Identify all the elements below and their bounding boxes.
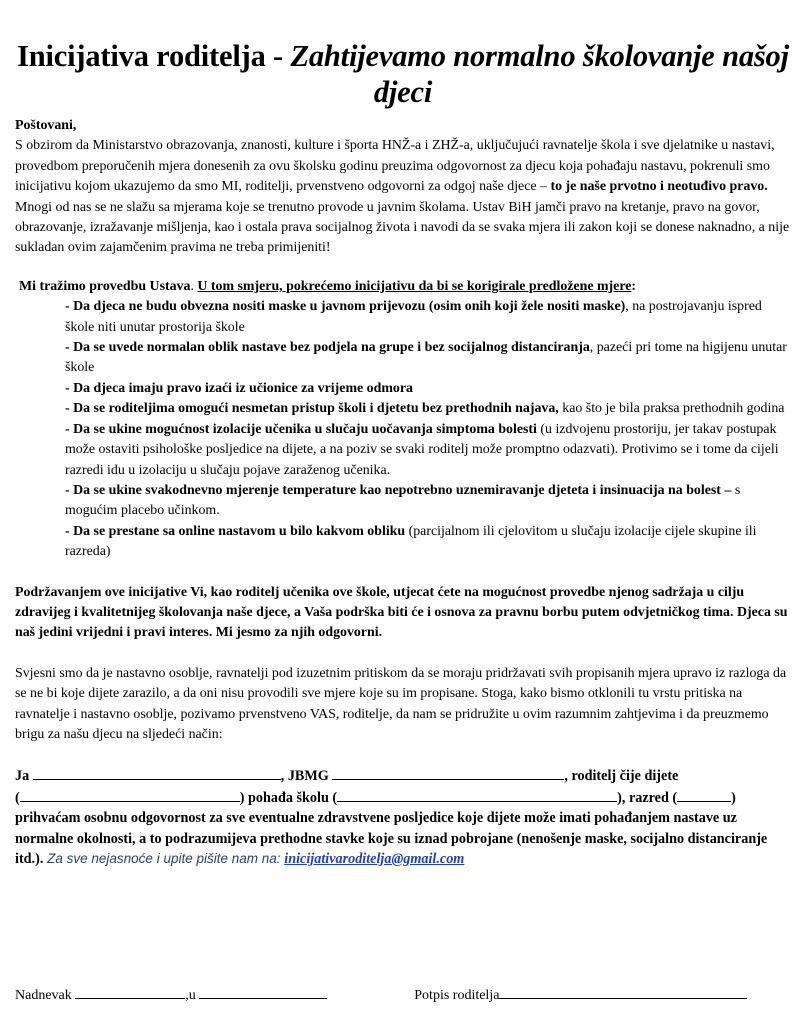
intro-paragraph-1 [15, 136, 791, 197]
form-accept-text: prihvaćam osobnu odgovornost za sve eventualne zdravstvene posljedice koje dijete može imati pohađanjem nastave uz normalne okolnosti, a to podrazumijeva prethodne stavke koje su iznad pobrojane (nenošenje maske, socijalno distanciranje itd.). [15, 810, 768, 867]
demand-item [65, 399, 791, 419]
intro-bold: to je naše prvotno i neotuđivo pravo. [550, 179, 768, 195]
demand-heading-bold: Mi tražimo provedbu Ustava [19, 278, 191, 294]
demand-rest: (parcijalnom ili cjelovitom u slučaju izolacije cijele skupine ili razreda) [65, 523, 757, 560]
contact-text: Za sve nejasnoće i upite pišite nam na: [43, 851, 285, 866]
form-jbmg-label: , JBMG [280, 768, 329, 785]
date-field[interactable] [75, 986, 185, 999]
signature-footer [15, 986, 791, 1004]
demand-rest: , pazeći pri tome na higijenu unutar škole [65, 340, 787, 376]
demand-bold: - Da se prestane sa online nastavom u bilo kakvom obliku [65, 523, 406, 539]
demand-item [65, 338, 791, 379]
demand-heading [15, 277, 791, 297]
demand-bold: - Da djeca ne budu obvezna nositi maske u javnom prijevozu (osim onih koji žele nositi maske) [65, 299, 626, 315]
intro-text: S obzirom da Ministarstvo obrazovanja, znanosti, kulture i športa HNŽ-a i ZHŽ-a, uključujući ravnatelje škola i sve djelatnike u nastavi, provedbom preporučenih mjera donesenih za ovu školsku godinu preuzima odgovornost za djecu koja pohađaju nastavu, pokrenuli smo inicijativu kojom ukazujemo da smo MI, roditelji, prvenstveno odgovorni za odgoj naše djece – [15, 138, 775, 195]
demand-rest: , na postrojavanju ispred škole niti unutar prostorija škole [65, 299, 762, 335]
demand-item [65, 481, 791, 522]
aware-paragraph: Svjesni smo da je nastavno osoblje, ravnatelji pod izuzetnim pritiskom da se moraju pridržavati svih propisanih mjera upravo iz razloga da se ne bi koje dijete zarazilo, a da oni nisu provodili sve mjere koje su im propisane. Stoga, kako bismo otklonili tu vrstu pritiska na ravnatelje i nastavno osoblje, pozivamo prvenstveno VAS, roditelje, da nam se pridružite u ovim razumnim zahtjevima i da preuzmemo brigu za našu djecu na sljedeći način: [15, 665, 787, 742]
email-link[interactable]: inicijativaroditelja@gmail.com [284, 851, 465, 867]
name-field[interactable] [33, 765, 281, 780]
form-pohada-label: ) pohađa školu ( [239, 789, 338, 806]
demand-rest: kao što je bila praksa prethodnih godina [558, 401, 785, 417]
demand-item [65, 297, 791, 338]
form-razred-label: ), razred ( [617, 789, 678, 806]
place-field[interactable] [199, 986, 327, 999]
signature-label: Potpis roditelja [414, 988, 500, 1003]
demand-bold: - Da se uvede normalan oblik nastave bez podjela na grupe i bez socijalnog distanciranja [65, 340, 590, 356]
form-open-paren: ( [15, 789, 20, 806]
demand-item [65, 379, 791, 399]
place-label: ,u [185, 988, 196, 1003]
jbmg-field[interactable] [332, 765, 564, 780]
form-close-paren: ) [731, 789, 736, 806]
form-ja-label: Ja [15, 768, 30, 785]
date-label: Nadnevak [15, 988, 72, 1003]
title-plain: Inicijativa roditelja - [17, 39, 291, 73]
title-italic: Zahtijevamo normalno školovanje našoj djeci [290, 39, 789, 109]
demand-item [65, 420, 791, 481]
form-line-2 [15, 787, 791, 808]
form-line-1 [15, 765, 791, 786]
demand-bold: - Da se ukine svakodnevno mjerenje temperature kao nepotrebno uznemiravanje djeteta i insinuacija na bolest – [65, 482, 732, 498]
demand-bold: - Da se ukine mogućnost izolacije učenika u slučaju uočavanja simptoma bolesti [65, 421, 537, 437]
demand-rest: s mogućim placebo učinkom. [65, 482, 741, 519]
demand-rest: (u izdvojenu prostoriju, jer takav postupak može ostaviti psihološke posljedice na dijete, a na poziv se svaki roditelj može promptno odazvati). Protivimo se i tome da cijeli razredi idu u izolaciju u slučaju pojave zaraženog učenika. [65, 421, 779, 478]
child-name-field[interactable] [20, 787, 240, 802]
demand-bold: - Da se roditeljima omogući nesmetan pristup školi i djetetu bez prethodnih najava, [65, 401, 559, 417]
consent-form [15, 765, 791, 869]
intro-paragraph-2: Mnogi od nas se ne slažu sa mjerama koje se trenutno provode u javnim školama. Ustav BiH jamči pravo na kretanje, pravo na govor, obrazovanje, izražavanje mišljenja, kao i ostala prava socijalnog života i navodi da se svaka mjera ili zakon koji se donese naknadno, a nije sukladan ovim zajamčenim pravima ne treba primijeniti! [15, 199, 790, 256]
class-field[interactable] [677, 787, 731, 802]
demand-heading-colon: : [631, 278, 637, 294]
demand-bold: - Da djeca imaju pravo izaći iz učionice za vrijeme odmora [65, 380, 413, 396]
demands-list [15, 297, 791, 562]
demand-heading-dot: . [190, 278, 198, 294]
signature-field[interactable] [499, 986, 747, 999]
demand-item [65, 522, 791, 563]
demand-heading-underlined: U tom smjeru, pokrećemo inicijativu da bi se korigirale predložene mjere [197, 278, 632, 294]
form-roditelj-label: , roditelj čije dijete [564, 768, 679, 785]
salutation: Poštovani, [15, 118, 77, 133]
document-title [15, 0, 791, 110]
form-accept [15, 808, 791, 869]
school-field[interactable] [337, 787, 617, 802]
support-paragraph: Podržavanjem ove inicijative Vi, kao roditelj učenika ove škole, utjecat ćete na mogućnost provedbe njenog sadržaja u cilju zdravijeg i kvalitetnijeg školovanja naše djece, a Vaša podrška biti će i osnova za pravnu borbu putem odvjetničkog tima. Djeca su naš jedini vrijedni i pravi interes. Mi jesmo za njih odgovorni. [15, 584, 788, 641]
